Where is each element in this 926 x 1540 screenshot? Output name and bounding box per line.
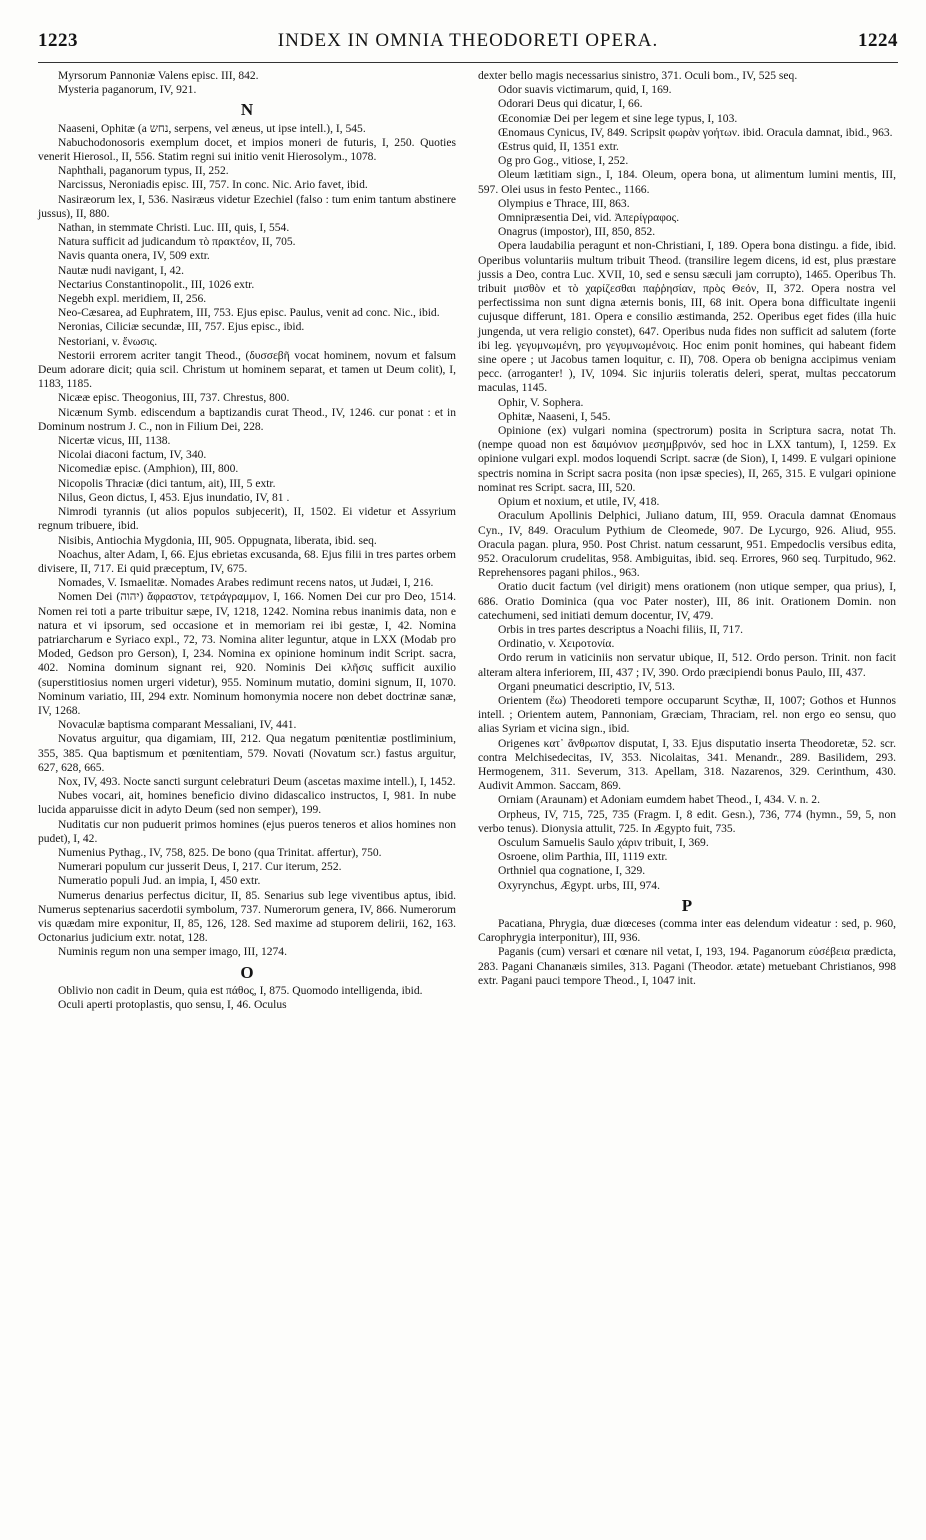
index-entry: Nox, IV, 493. Nocte sancti surgunt celebraturi Deum (ascetas maxime intell.), I, 1452. (58, 775, 456, 788)
section-letter-o: O (240, 962, 254, 982)
index-entry: Oxyrynchus, Ægypt. urbs, III, 974. (498, 879, 660, 892)
index-entry: Neo-Cæsarea, ad Euphratem, III, 753. Ejus episc. Paulus, venit ad conc. Nic., ibid. (58, 307, 440, 320)
section-letter-p: P (681, 895, 693, 915)
index-entry: Opinione (ex) vulgari nomina (spectrorum) posita in Scriptura sacra, notat Th. (nempe quoad non est δαιμόνιον μεσημβρινόν, sed hoc in LXX tantum), I, 1259. Ex opinione vulgari expl. modos loquendi Script. sacræ (de Sion), I, 1499. E vulgari opinione spectris nomina in Script sacra posita (non ipsæ species), II, 265, 315. E vulgari opinione nominat res Script. sacra, III, 520. (478, 425, 896, 494)
index-entry: Ordo rerum in vaticiniis non servatur ubique, II, 512. Ordo person. Trinit. non facit alteram altera inferiorem, III, 437 ; IV, 390. Ordo præcipiendi bonus Paulo, III, 437. (478, 652, 896, 679)
index-entry: Ophitæ, Naaseni, I, 545. (498, 410, 611, 423)
index-entry: Onagrus (impostor), III, 850, 852. (498, 226, 656, 239)
index-entry: Ordinatio, v. Χειροτονία. (498, 638, 615, 651)
index-entry: Origenes κατ᾽ ἄνθρωπον disputat, I, 33. Ejus disputatio inserta Theodoretæ, 52. scr. contra Melchisedecitas, IV, 353. Nicolaitas, 341. Menandr., 289. Basilidem, 293. Hermogenem, 311. Severum, 313. Apellam, 318. Nazarenos, 329. Cerinthum, 430. Audivit Ammon. Saccam, 869. (478, 737, 896, 793)
entries-m-continued (38, 69, 456, 97)
index-entry: Nicææ episc. Theogonius, III, 737. Chrestus, 800. (58, 392, 290, 405)
index-entry: Oblivio non cadit in Deum, quia est πάθος, I, 875. Quomodo intelligenda, ibid. (58, 984, 423, 997)
index-entry: Orpheus, IV, 715, 725, 735 (Fragm. I, 8 edit. Gesn.), 736, 774 (hymn., 59, 5, non verbo tenus). Dionysia attulit, 725. In Ægypto fuit, 735. (478, 808, 896, 835)
index-entry: Nicænum Symb. ediscendum a baptizandis curat Theod., IV, 1246. cur ponat : et in Dominum nostrum J. C., non in Filium Dei, 228. (38, 406, 456, 433)
index-entry: Nilus, Geon dictus, I, 453. Ejus inundatio, IV, 81 . (58, 491, 290, 504)
index-entry: dexter bello magis necessarius sinistro, 371. Oculi bom., IV, 525 seq. (478, 70, 798, 82)
page-number-left: 1223 (38, 30, 78, 51)
index-entry: Nuditatis cur non puduerit primos homines (ejus pueros teneros et alios homines non pudet), I, 42. (38, 818, 456, 845)
index-entry: Nestorii errorem acriter tangit Theod., (δυσσεβῆ vocat hominem, novum et falsum Deum adorare dicit; quia scil. Christum ut hominem separat, et tamen ut Deum colit), I, 1183, 1185. (38, 349, 456, 391)
index-entry: Nasiræorum lex, I, 536. Nasiræus videtur Ezechiel (falso : tum enim tantum abstinere jussus), II, 880. (38, 193, 456, 220)
index-entry: Osculum Samuelis Saulo χάριν tribuit, I, 369. (498, 836, 709, 849)
index-entry: Opium et noxium, et utile, IV, 418. (498, 496, 660, 509)
index-entry: Nubes vocari, ait, homines beneficio divino didascalico instructos, I, 981. In nube lucida apparuisse dicit in adyto Deum (sed non semper), 199. (38, 790, 456, 817)
index-entry: Myrsorum Pannoniæ Valens episc. III, 842. (58, 70, 259, 82)
index-entry: Oleum lætitiam sign., I, 184. Oleum, opera bona, ut alimentum lumini mentis, III, 597. Olei usus in festo Pentec., 1166. (478, 169, 896, 196)
index-entry: Nabuchodonosoris exemplum docet, et impios moneri de futuris, I, 250. Quoties venerit Hierosol., II, 556. Statim regni sui initio venit Hierosolym., 1078. (38, 136, 456, 164)
index-entry: Natura sufficit ad judicandum τὸ πρακτέον, II, 705. (58, 236, 296, 249)
entries-o-continued (478, 69, 896, 893)
index-entry: Naphthali, paganorum typus, II, 252. (58, 165, 229, 178)
entries-o-start (38, 984, 456, 1012)
index-entry: Navis quanta onera, IV, 509 extr. (58, 250, 210, 263)
index-entry: Numinis regum non una semper imago, III, 1274. (58, 946, 287, 959)
page-header (38, 30, 898, 63)
index-entry: Nisibis, Antiochia Mygdonia, III, 905. Oppugnata, liberata, ibid. seq. (58, 534, 377, 547)
index-entry: Nautæ nudi navigant, I, 42. (58, 264, 185, 277)
index-entry: Nectarius Constantinopolit., III, 1026 extr. (58, 278, 255, 291)
index-entry: Numerari populum cur jusserit Deus, I, 217. Cur iterum, 252. (58, 861, 342, 874)
index-entry: Naaseni, Ophitæ (a נחש, serpens, vel æneus, ut ipse intell.), I, 545. (58, 122, 366, 135)
index-entry: Organi pneumatici descriptio, IV, 513. (498, 680, 675, 693)
index-entry: Nomen Dei (יהוה) ἄφραστον, τετράγραμμον, I, 166. Nomen Dei cur pro Deo, 1514. Nomen rei toti a parte tribuitur sæpe, IV, 1218, 1242. Nomina rebus inanimis data, non e natura et vi ipsorum, sed occasione et in memoriam rei ibi gestæ, I, 42. Nomina patriarcharum e Syriaco expl., 72, 73. Nomina aliter leguntur, atque in LXX (Modab pro Moded, Gedson pro Gerson), I, 234. Nomina ex opinione hominum indit Script. sacra, 402. Nomina dominum signant rei, 920. Nominis Dei κλῆσις sufficit auxilio (superstitiosius nomen urgeri videtur), 955. Nominum mutatio, domini signum, II, 1070. Nominum variatio, III, 294 extr. Nominum homonymia nocere non debet doctrinæ sanæ, IV, 1268. (38, 591, 456, 717)
index-entry: Neronias, Ciliciæ secundæ, III, 757. Ejus episc., ibid. (58, 321, 305, 334)
index-entry: Og pro Gog., vitiose, I, 252. (498, 155, 629, 168)
index-entry: Odorari Deus qui dicatur, I, 66. (498, 98, 643, 111)
index-entry: Œconomiæ Dei per legem et sine lege typus, I, 103. (498, 112, 738, 125)
index-entry: Nimrodi tyrannis (ut alios populos subjecerit), II, 1502. Ei videtur et Assyrium regnum tribuere, ibid. (38, 506, 456, 533)
index-entry: Odor suavis victimarum, quid, I, 169. (498, 84, 672, 97)
index-entry: Orniam (Araunam) et Adoniam eumdem habet Theod., I, 434. V. n. 2. (498, 794, 820, 807)
two-column-body (38, 69, 898, 1012)
index-entry: Œnomaus Cynicus, IV, 849. Scripsit φωρὰν γοήτων. ibid. Oracula damnat, ibid., 963. (498, 126, 893, 139)
index-entry: Nathan, in stemmate Christi. Luc. III, quis, I, 554. (58, 222, 290, 235)
index-entry: Noachus, alter Adam, I, 66. Ejus ebrietas excusanda, 68. Ejus filii in tres partes orbem divisere, II, 717. Ei quid præceptum, IV, 675. (38, 548, 456, 575)
index-entry: Numenius Pythag., IV, 758, 825. De bono (qua Trinitat. affertur), 750. (58, 846, 382, 859)
index-entry: Osroene, olim Parthia, III, 1119 extr. (498, 851, 668, 864)
running-title: INDEX IN OMNIA THEODORETI OPERA. (277, 30, 659, 51)
index-entry: Ophir, V. Sophera. (498, 396, 584, 409)
index-entry: Orthniel qua cognatione, I, 329. (498, 865, 646, 878)
right-column (478, 69, 896, 1012)
index-entry: Oraculum Apollinis Delphici, Juliano datum, III, 959. Oracula damnat Œnomaus Cyn., IV, 849. Oraculum Pythium de Cleomede, 907. De Lycurgo, 926. Aliud, 955. Oracula pagan. plura, 950. Post Christ. natum cessarunt, 951. Empedoclis versibus edita, 952. Oraculorum crudelitas, 958. Ambiguitas, ibid. seq. Errores, 960 seq. Turpitudo, 962. Reprehensores pagani philos., 963. (478, 510, 896, 580)
index-entry: Nestoriani, v. ἔνωσις. (58, 335, 158, 348)
index-entry: Nomades, V. Ismaelitæ. Nomades Arabes redimunt recens natos, ut Judæi, I, 216. (58, 577, 434, 590)
page-number-right: 1224 (858, 30, 898, 51)
index-entry: Nicomediæ episc. (Amphion), III, 800. (58, 463, 239, 476)
index-entry: Mysteria paganorum, IV, 921. (58, 84, 197, 97)
entries-p (478, 917, 896, 988)
index-entry: Narcissus, Neroniadis episc. III, 757. In conc. Nic. Ario favet, ibid. (58, 179, 368, 192)
index-entry: Orbis in tres partes descriptus a Noachi filiis, II, 717. (498, 623, 743, 636)
index-entry: Omnipræsentia Dei, vid. Ἀπερίγραφος. (498, 212, 680, 225)
index-entry: Novaculæ baptisma comparant Messaliani, IV, 441. (58, 719, 297, 732)
index-entry: Oratio ducit factum (vel dirigit) mens orationem (non utique semper, qua prius), I, 686. Oratio Dominica (qua voc Pater noster), III, 86 init. Orationem Domin. non catechumeni, sed initiati demum docentur, IV, 479. (478, 581, 896, 622)
index-entry: Pacatiana, Phrygia, duæ diœceses (comma inter eas delendum videatur : sed, p. 960, Carophrygia interponitur), III, 936. (478, 917, 896, 945)
index-entry: Negebh expl. meridiem, II, 256. (58, 293, 207, 306)
index-entry: Numerus denarius perfectus dicitur, II, 85. Senarius sub lege viventibus aptus, ibid. Numerus septenarius sacerdotii symbolum, 737. Numerorum genera, IV, 866. Numerorum vis quædam mire exponitur, II, 85, 126, 128. Sed maxime ad stuporem delirii, 162, 163. Octonarius judicium extr. notat, 128. (38, 889, 456, 945)
index-entry: Nicolai diaconi factum, IV, 340. (58, 449, 207, 462)
section-letter-n: N (240, 100, 254, 120)
index-entry: Oculi aperti protoplastis, quo sensu, I, 46. Oculus (58, 999, 287, 1011)
index-entry: Œstrus quid, II, 1351 extr. (498, 141, 619, 154)
index-entry: Nicertæ vicus, III, 1138. (58, 435, 171, 448)
index-entry: Olympius e Thrace, III, 863. (498, 197, 630, 210)
entries-n (38, 122, 456, 960)
index-entry: Numeratio populi Jud. an impia, I, 450 extr. (58, 875, 261, 888)
index-entry: Opera laudabilia peragunt et non-Christiani, I, 189. Opera bona distingu. a fide, ibid. Operibus voluntariis multum tribuit Theod. (transilire legem dicens, id est, plus præstare jussis a Deo, contra Luc. XVII, 10, sed e sensu sæculi jam corrupto), 1465. Operibus Th. tribuit μισθὸν et τὸ χαρίζεσθαι παῤῥησίαν, πρὸς Θεόν, II, 372. Opera nostra vel perfectissima non sunt digna æternis bonis, III, 68 init. Opera bona difficultate ingenii cujusque differunt, 181. Opera e consilio æstimanda, 252. Operibus eget fides (illa huic jungenda, ut vera religio constet), 647. Operibus nuda fides non sufficit ad salutem (forte ibi leg. γεγυμνωμένη, pro γεγυμνωμένοις. Hoc enim ponit homines, qui habeant fidem sine opere ; ut Jacobus tamen loquitur, c. II), 708. Opera ob benigna accipimus veniam pecc. (arroganter! ), IV, 1094. Sic injuriis toleratis deleri, sperat, multas peccatorum maculas, 1145. (478, 240, 896, 395)
left-column (38, 69, 456, 1012)
index-entry: Paganis (cum) versari et cœnare nil vetat, I, 193, 194. Paganorum εὐσέβεια prædicta, 283. Pagani Chananæis similes, 313. Pagani (Theodor. ætate) metuebant Christianos, 998 extr. Pagani pauci tempore Theod., I, 1047 init. (478, 946, 896, 987)
index-entry: Nicopolis Thraciæ (dici tantum, ait), III, 5 extr. (58, 477, 276, 490)
index-entry: Novatus arguitur, qua digamiam, III, 212. Qua negatum pœnitentiæ postliminium, 355, 385. Qua baptismum et pœnitentiam, 579. Novati (Novatum scr.) fastus arguitur, 627, 628, 665. (38, 733, 456, 774)
index-entry: Orientem (ἕω) Theodoreti tempore occuparunt Scythæ, II, 1007; Gothos et Hunnos intell. ; Orientem autem, Pannoniam, Græciam, Thraciam, rel. non ergo eo sensu, quo alias Syriam et vicina sign., ibid. (478, 694, 896, 736)
